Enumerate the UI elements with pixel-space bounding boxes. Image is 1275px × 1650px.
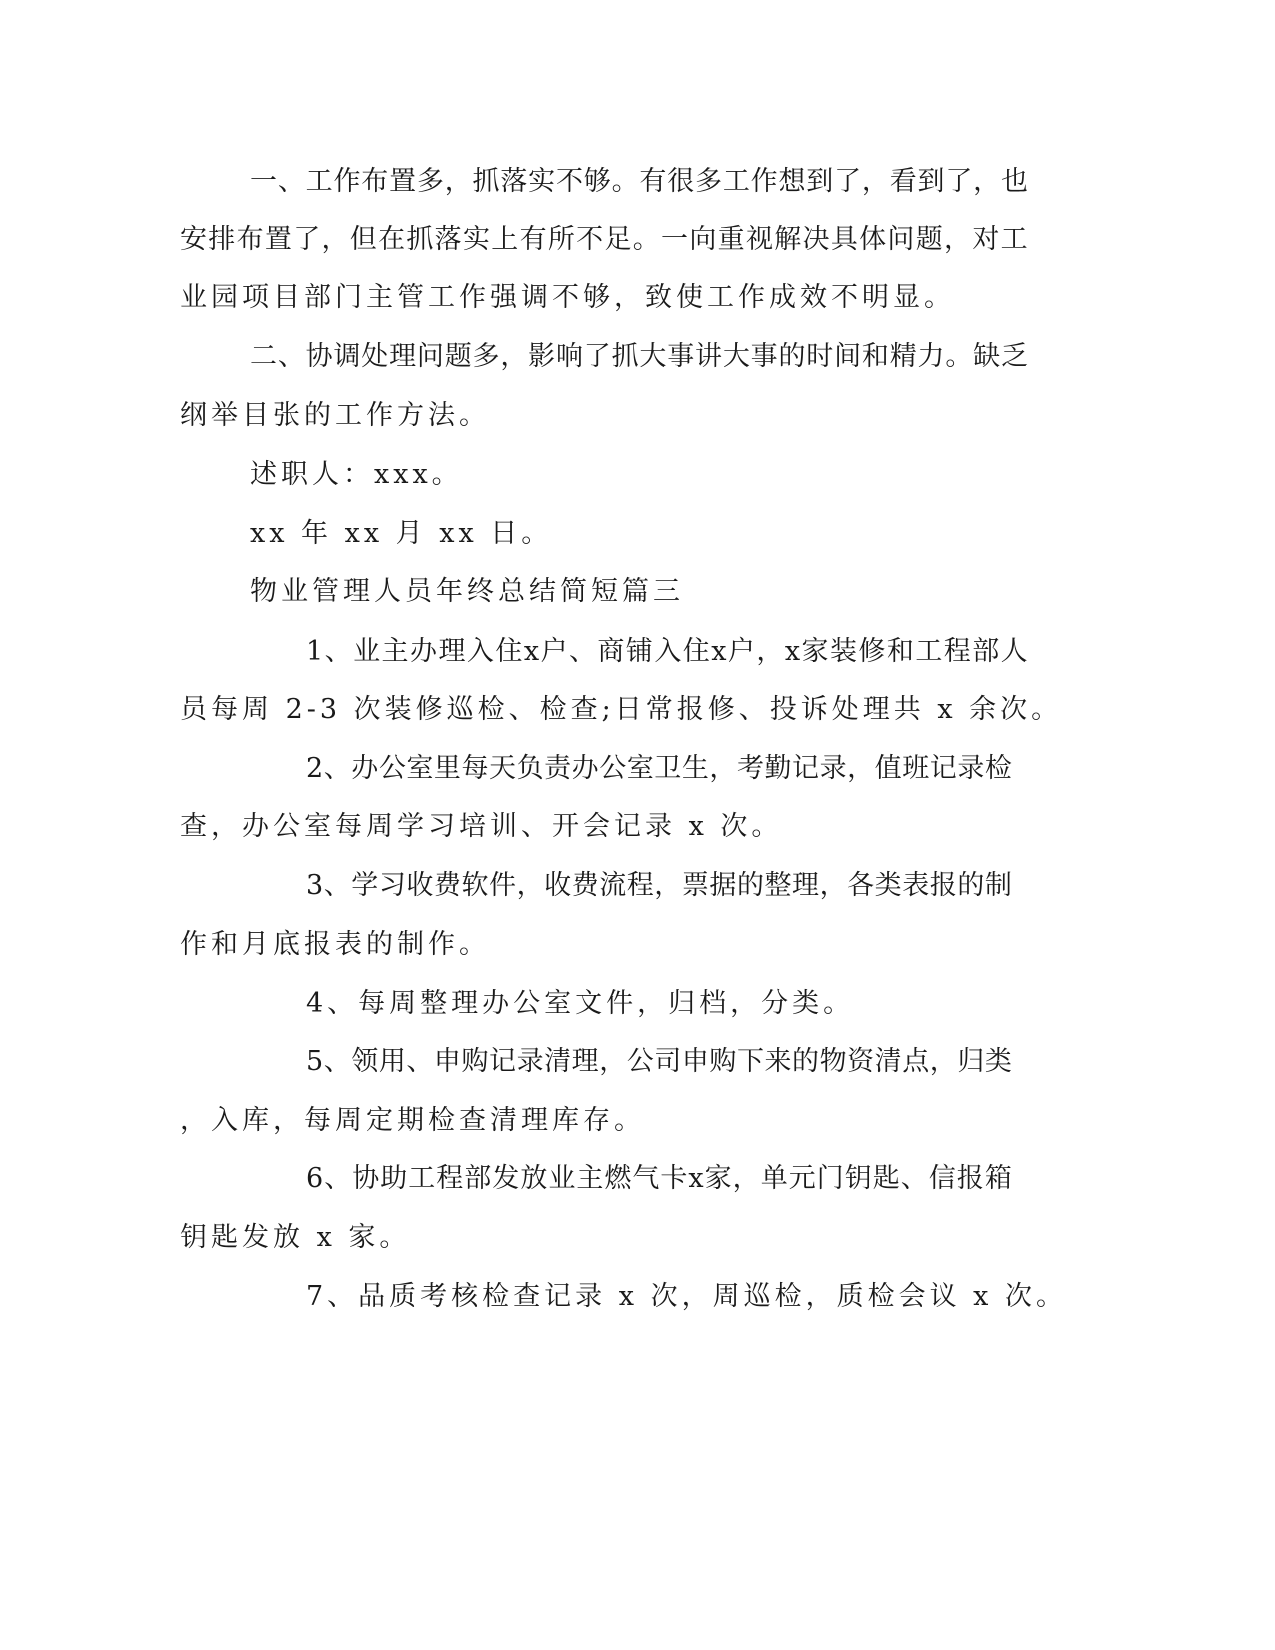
line-glyph: 主 — [576, 1163, 604, 1194]
line-glyph: 的 — [778, 341, 806, 372]
line-glyph: 清 — [544, 1046, 572, 1077]
line-glyph: 工 — [1000, 224, 1028, 255]
line-glyph: 决 — [802, 224, 830, 255]
line-glyph: 精 — [889, 341, 917, 372]
line-glyph: ， — [944, 224, 972, 255]
line-glyph: 一 — [250, 166, 277, 197]
line-glyph: 对 — [972, 224, 1000, 255]
line-glyph: 布 — [361, 166, 389, 197]
line-glyph: 购 — [709, 1046, 737, 1077]
line-glyph: 多 — [472, 341, 500, 372]
line-glyph: 、 — [324, 636, 352, 667]
line-glyph: 、 — [323, 753, 351, 784]
line-glyph: 缺 — [973, 341, 1001, 372]
date-line: xx 年 xx 月 xx 日。 — [250, 518, 553, 549]
line-glyph: 检 — [984, 753, 1012, 784]
line-glyph: ， — [709, 753, 737, 784]
line-glyph: 住 — [682, 636, 710, 667]
line-glyph: x — [688, 1163, 704, 1194]
line-glyph: 户 — [540, 636, 568, 667]
line-glyph: 据 — [709, 870, 737, 901]
line-glyph: 理 — [438, 636, 466, 667]
line-glyph: 。 — [611, 166, 639, 197]
line-glyph: 制 — [984, 870, 1012, 901]
line-glyph: 重 — [717, 224, 745, 255]
item-4-line-1: 4、每周整理办公室文件，归档，分类。 — [306, 988, 855, 1019]
line-glyph: 落 — [434, 224, 462, 255]
line-glyph: 类 — [984, 1046, 1012, 1077]
line-glyph: 录 — [516, 1046, 544, 1077]
line-glyph: 间 — [834, 341, 862, 372]
line-glyph: ， — [847, 753, 875, 784]
line-glyph: 申 — [433, 1046, 461, 1077]
line-glyph: ， — [321, 224, 349, 255]
line-glyph: 上 — [491, 224, 519, 255]
line-glyph: 有 — [639, 166, 667, 197]
line-glyph: 购 — [461, 1046, 489, 1077]
line-glyph: ， — [861, 166, 889, 197]
line-glyph: 办 — [410, 636, 437, 667]
line-glyph: 协 — [305, 341, 333, 372]
line-glyph: 题 — [915, 224, 943, 255]
line-glyph: 表 — [902, 870, 930, 901]
line-glyph: 领 — [351, 1046, 379, 1077]
line-glyph: 勤 — [764, 753, 792, 784]
line-glyph: 元 — [788, 1163, 816, 1194]
line-glyph: 和 — [861, 341, 889, 372]
line-glyph: 里 — [433, 753, 461, 784]
line-glyph: 体 — [859, 224, 887, 255]
line-glyph: 程 — [626, 870, 654, 901]
line-glyph: 卡 — [660, 1163, 688, 1194]
line-glyph: 响 — [555, 341, 583, 372]
item-1-line-2: 员每周 2-3 次装修巡检、检查;日常报修、投诉处理共 x 余次。 — [180, 694, 1063, 725]
item-2-line-2: 查，办公室每周学习培训、开会记录 x 次。 — [180, 811, 783, 842]
line-glyph: ， — [756, 636, 784, 667]
line-glyph: 3 — [306, 870, 324, 901]
paragraph-2-line-1 — [250, 337, 1028, 377]
line-glyph: 记 — [489, 1046, 517, 1077]
line-glyph: 放 — [520, 1163, 548, 1194]
line-glyph: 考 — [736, 753, 764, 784]
line-glyph: 家 — [704, 1163, 732, 1194]
line-glyph: 资 — [847, 1046, 875, 1077]
line-glyph: 责 — [544, 753, 572, 784]
line-glyph: 抓 — [611, 341, 639, 372]
line-glyph: 工 — [722, 166, 750, 197]
paragraph-1-line-3: 业园项目部门主管工作强调不够，致使工作成效不明显。 — [180, 282, 955, 313]
line-glyph: 有 — [519, 224, 547, 255]
line-glyph: 落 — [500, 166, 528, 197]
line-glyph: 够 — [583, 166, 611, 197]
line-glyph: 点 — [902, 1046, 930, 1077]
line-glyph: 气 — [632, 1163, 660, 1194]
line-glyph: 事 — [667, 341, 695, 372]
line-glyph: 录 — [957, 753, 985, 784]
line-glyph: 件 — [489, 870, 517, 901]
line-glyph: x — [711, 636, 727, 667]
line-glyph: 置 — [389, 166, 417, 197]
line-glyph: 足 — [604, 224, 632, 255]
line-glyph: 修 — [858, 636, 886, 667]
line-glyph: ， — [973, 166, 1001, 197]
line-glyph: 了 — [583, 341, 611, 372]
line-glyph: 业 — [353, 636, 381, 667]
line-glyph: 到 — [806, 166, 834, 197]
line-glyph: 2 — [306, 753, 324, 784]
line-glyph: 用 — [378, 1046, 406, 1077]
line-glyph: 燃 — [604, 1163, 632, 1194]
line-glyph: 软 — [461, 870, 489, 901]
line-glyph: 安 — [180, 224, 207, 255]
line-glyph: 公 — [378, 753, 406, 784]
line-glyph: 整 — [764, 870, 792, 901]
line-glyph: 费 — [433, 870, 461, 901]
line-glyph: 解 — [774, 224, 802, 255]
line-glyph: 协 — [352, 1163, 380, 1194]
line-glyph: 流 — [599, 870, 627, 901]
line-glyph: 室 — [626, 753, 654, 784]
line-glyph: 箱 — [984, 1163, 1012, 1194]
line-glyph: 但 — [349, 224, 377, 255]
line-glyph: 信 — [928, 1163, 956, 1194]
line-glyph: 来 — [764, 1046, 792, 1077]
line-glyph: 住 — [495, 636, 523, 667]
line-glyph: 乏 — [1000, 341, 1028, 372]
line-glyph: 事 — [750, 341, 778, 372]
line-glyph: 物 — [819, 1046, 847, 1077]
line-glyph: 、 — [406, 1046, 434, 1077]
line-glyph: 、 — [323, 870, 351, 901]
item-1-line-1 — [306, 632, 1028, 672]
line-glyph: 问 — [887, 224, 915, 255]
line-glyph: 生 — [681, 753, 709, 784]
line-glyph: 想 — [778, 166, 806, 197]
line-glyph: 各 — [847, 870, 875, 901]
line-glyph: 报 — [956, 1163, 984, 1194]
line-glyph: 二 — [250, 341, 277, 372]
line-glyph: 讲 — [695, 341, 722, 372]
line-glyph: 助 — [380, 1163, 408, 1194]
line-glyph: 程 — [943, 636, 971, 667]
line-glyph: 理 — [571, 1046, 599, 1077]
line-glyph: 到 — [917, 166, 945, 197]
line-glyph: ， — [599, 1046, 627, 1077]
line-glyph: 实 — [462, 224, 490, 255]
line-glyph: 布 — [236, 224, 264, 255]
line-glyph: 、 — [568, 636, 596, 667]
line-glyph: 作 — [333, 166, 361, 197]
line-glyph: 报 — [929, 870, 957, 901]
line-glyph: 一 — [661, 224, 689, 255]
line-glyph: 业 — [548, 1163, 576, 1194]
line-glyph: 入 — [466, 636, 494, 667]
line-glyph: 公 — [599, 753, 627, 784]
line-glyph: 收 — [406, 870, 434, 901]
line-glyph: 发 — [492, 1163, 520, 1194]
line-glyph: 抓 — [472, 166, 500, 197]
line-glyph: 实 — [528, 166, 556, 197]
line-glyph: 户 — [727, 636, 755, 667]
line-glyph: 班 — [902, 753, 930, 784]
line-glyph: 学 — [351, 870, 379, 901]
line-glyph: ， — [516, 870, 544, 901]
item-6-line-2: 钥匙发放 x 家。 — [180, 1222, 411, 1253]
line-glyph: 调 — [333, 341, 361, 372]
line-glyph: 力 — [917, 341, 945, 372]
line-glyph: 大 — [639, 341, 667, 372]
line-glyph: 负 — [516, 753, 544, 784]
line-glyph: 理 — [792, 870, 820, 901]
line-glyph: ， — [732, 1163, 760, 1194]
line-glyph: 作 — [750, 166, 778, 197]
line-glyph: 抓 — [406, 224, 434, 255]
line-glyph: 多 — [695, 166, 722, 197]
line-glyph: 。 — [632, 224, 660, 255]
line-glyph: 部 — [972, 636, 1000, 667]
paragraph-2-line-2: 纲举目张的工作方法。 — [180, 400, 490, 431]
section-heading: 物业管理人员年终总结简短篇三 — [250, 576, 684, 607]
line-glyph: 工 — [915, 636, 943, 667]
line-glyph: x — [784, 636, 801, 667]
line-glyph: 程 — [436, 1163, 464, 1194]
line-glyph: 值 — [874, 753, 902, 784]
line-glyph: 工 — [408, 1163, 436, 1194]
line-glyph: 所 — [547, 224, 575, 255]
line-glyph: 家 — [801, 636, 829, 667]
line-glyph: 的 — [736, 870, 764, 901]
line-glyph: 天 — [489, 753, 517, 784]
line-glyph: 很 — [667, 166, 695, 197]
line-glyph: 办 — [571, 753, 599, 784]
line-glyph: 1 — [306, 636, 324, 667]
paragraph-1-line-1 — [250, 162, 1028, 202]
line-glyph: 钥 — [844, 1163, 872, 1194]
line-glyph: 的 — [957, 870, 985, 901]
line-glyph: 收 — [544, 870, 572, 901]
item-3-line-1 — [306, 866, 1012, 906]
line-glyph: 也 — [1000, 166, 1028, 197]
line-glyph: 了 — [945, 166, 973, 197]
line-glyph: ， — [444, 166, 472, 197]
line-glyph: 置 — [264, 224, 292, 255]
line-glyph: 、 — [277, 341, 305, 372]
line-glyph: 问 — [416, 341, 444, 372]
line-glyph: 、 — [323, 1046, 351, 1077]
reporter-line: 述职人：xxx。 — [250, 459, 463, 490]
line-glyph: 类 — [874, 870, 902, 901]
line-glyph: ， — [929, 1046, 957, 1077]
line-glyph: 多 — [416, 166, 444, 197]
line-glyph: 清 — [874, 1046, 902, 1077]
line-glyph: 了 — [293, 224, 321, 255]
item-6-line-1 — [306, 1159, 1012, 1199]
line-glyph: 公 — [626, 1046, 654, 1077]
line-glyph: 具 — [830, 224, 858, 255]
line-glyph: 申 — [681, 1046, 709, 1077]
line-glyph: 了 — [834, 166, 862, 197]
line-glyph: ， — [654, 870, 682, 901]
line-glyph: 记 — [929, 753, 957, 784]
line-glyph: 题 — [444, 341, 472, 372]
line-glyph: 理 — [389, 341, 417, 372]
line-glyph: 记 — [792, 753, 820, 784]
line-glyph: 不 — [576, 224, 604, 255]
line-glyph: 、 — [900, 1163, 928, 1194]
line-glyph: 排 — [208, 224, 236, 255]
line-glyph: 、 — [324, 1163, 352, 1194]
line-glyph: 5 — [306, 1046, 324, 1077]
line-glyph: 部 — [464, 1163, 492, 1194]
line-glyph: 不 — [555, 166, 583, 197]
item-2-line-1 — [306, 749, 1012, 789]
line-glyph: 费 — [571, 870, 599, 901]
line-glyph: 司 — [654, 1046, 682, 1077]
line-glyph: 习 — [378, 870, 406, 901]
line-glyph: 的 — [792, 1046, 820, 1077]
line-glyph: 看 — [889, 166, 917, 197]
item-5-line-1 — [306, 1042, 1012, 1082]
line-glyph: 向 — [689, 224, 717, 255]
paragraph-1-line-2 — [180, 220, 1028, 260]
line-glyph: x — [523, 636, 540, 667]
line-glyph: 大 — [722, 341, 750, 372]
line-glyph: ， — [500, 341, 528, 372]
line-glyph: 办 — [351, 753, 379, 784]
line-glyph: 影 — [528, 341, 556, 372]
item-7-line-1: 7、品质考核检查记录 x 次，周巡检，质检会议 x 次。 — [306, 1281, 1067, 1312]
line-glyph: 单 — [760, 1163, 788, 1194]
line-glyph: 处 — [361, 341, 389, 372]
line-glyph: 入 — [654, 636, 682, 667]
line-glyph: 工 — [305, 166, 333, 197]
line-glyph: 铺 — [625, 636, 653, 667]
line-glyph: 下 — [736, 1046, 764, 1077]
line-glyph: 票 — [681, 870, 709, 901]
line-glyph: 门 — [816, 1163, 844, 1194]
line-glyph: 和 — [886, 636, 914, 667]
line-glyph: 室 — [406, 753, 434, 784]
line-glyph: 在 — [378, 224, 406, 255]
line-glyph: 商 — [597, 636, 625, 667]
line-glyph: 。 — [945, 341, 973, 372]
line-glyph: 主 — [381, 636, 409, 667]
line-glyph: 归 — [957, 1046, 985, 1077]
line-glyph: 匙 — [872, 1163, 900, 1194]
line-glyph: ， — [819, 870, 847, 901]
line-glyph: 时 — [806, 341, 834, 372]
line-glyph: 、 — [277, 166, 305, 197]
line-glyph: 装 — [829, 636, 857, 667]
line-glyph: 视 — [745, 224, 773, 255]
item-3-line-2: 作和月底报表的制作。 — [180, 929, 490, 960]
line-glyph: 每 — [461, 753, 489, 784]
line-glyph: 6 — [306, 1163, 324, 1194]
line-glyph: 录 — [819, 753, 847, 784]
item-5-line-2: ，入库，每周定期检查清理库存。 — [180, 1105, 645, 1136]
line-glyph: 卫 — [654, 753, 682, 784]
line-glyph: 人 — [1000, 636, 1028, 667]
